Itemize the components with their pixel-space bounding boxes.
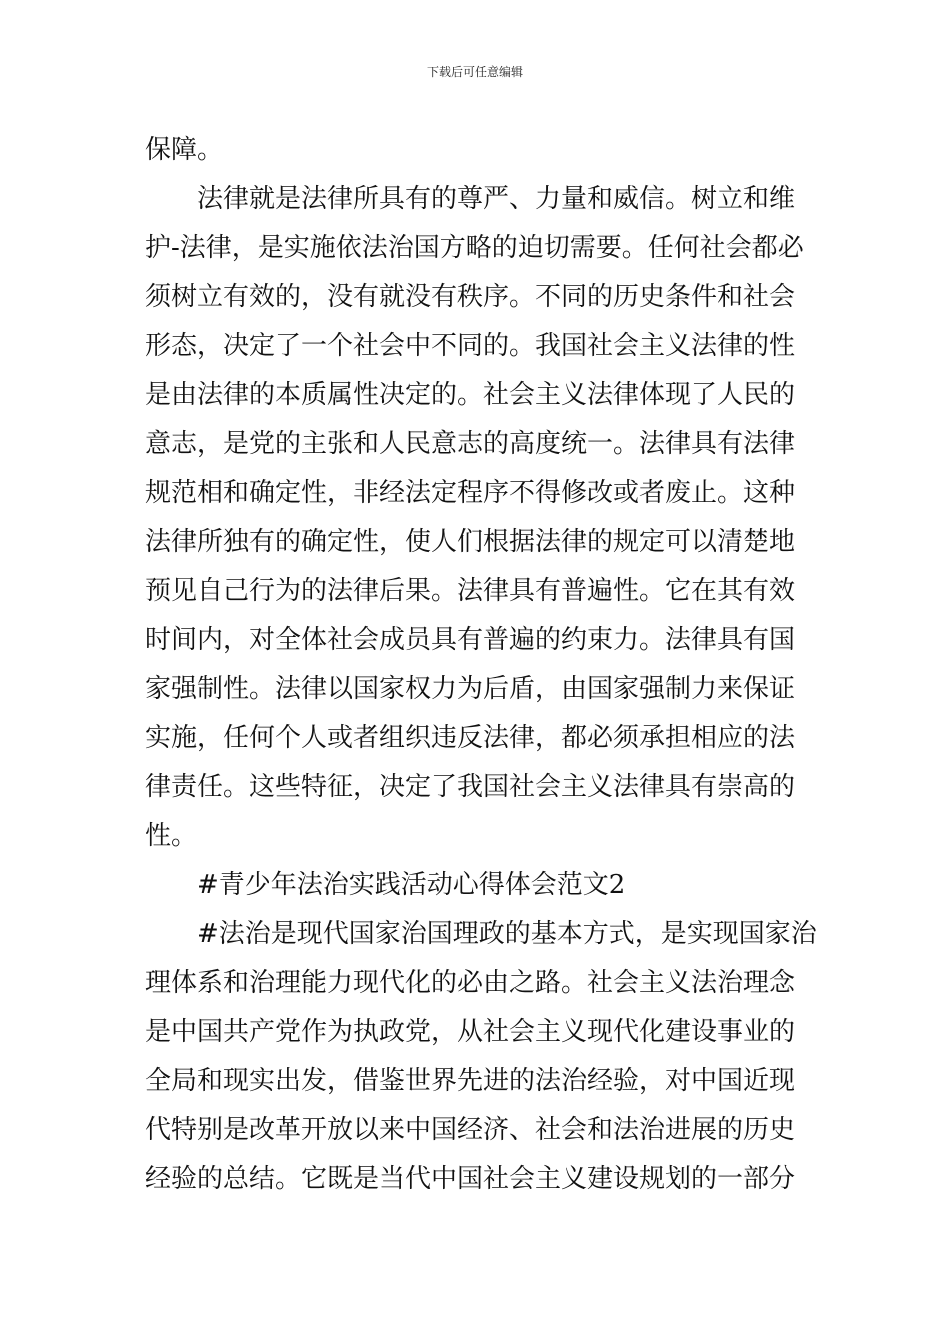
text-line: 经验的总结。它既是当代中国社会主义建设规划的一部分	[145, 1164, 796, 1194]
text-line: 家强制性。法律以国家权力为后盾，由国家强制力来保证	[145, 674, 796, 704]
text-line: 全局和现实出发，借鉴世界先进的法治经验，对中国近现	[145, 1066, 796, 1096]
text-line: 是由法律的本质属性决定的。社会主义法律体现了人民的	[145, 380, 796, 410]
text-line: #法治是现代国家治国理政的基本方式，是实现国家治	[197, 919, 817, 949]
text-line: 形态，决定了一个社会中不同的。我国社会主义法律的性	[145, 331, 796, 361]
text-line: 须树立有效的，没有就没有秩序。不同的历史条件和社会	[145, 282, 796, 312]
text-line: 保障。	[145, 135, 224, 165]
text-line: 性。	[145, 821, 198, 851]
text-line: 规范相和确定性，非经法定程序不得修改或者废止。这种	[145, 478, 796, 508]
text-line: 时间内，对全体社会成员具有普遍的约束力。法律具有国	[145, 625, 796, 655]
text-line: 法律所独有的确定性，使人们根据法律的规定可以清楚地	[145, 527, 796, 557]
document-body	[145, 126, 817, 1204]
text-line: 是中国共产党作为执政党，从社会主义现代化建设事业的	[145, 1017, 796, 1047]
page-header: 下载后可任意编辑	[426, 65, 523, 79]
text-line: 预见自己行为的法律后果。法律具有普遍性。它在其有效	[145, 576, 796, 606]
text-line: 律责任。这些特征，决定了我国社会主义法律具有崇高的	[145, 772, 796, 802]
text-line: 护-法律，是实施依法治国方略的迫切需要。任何社会都必	[145, 233, 804, 263]
section-heading: #青少年法治实践活动心得体会范文2	[197, 870, 626, 900]
text-line: 法律就是法律所具有的尊严、力量和威信。树立和维	[197, 184, 796, 214]
text-line: 意志，是党的主张和人民意志的高度统一。法律具有法律	[145, 429, 796, 459]
text-line: 代特别是改革开放以来中国经济、社会和法治进展的历史	[145, 1115, 796, 1145]
text-line: 理体系和治理能力现代化的必由之路。社会主义法治理念	[145, 968, 796, 998]
text-line: 实施，任何个人或者组织违反法律，都必须承担相应的法	[145, 723, 796, 753]
